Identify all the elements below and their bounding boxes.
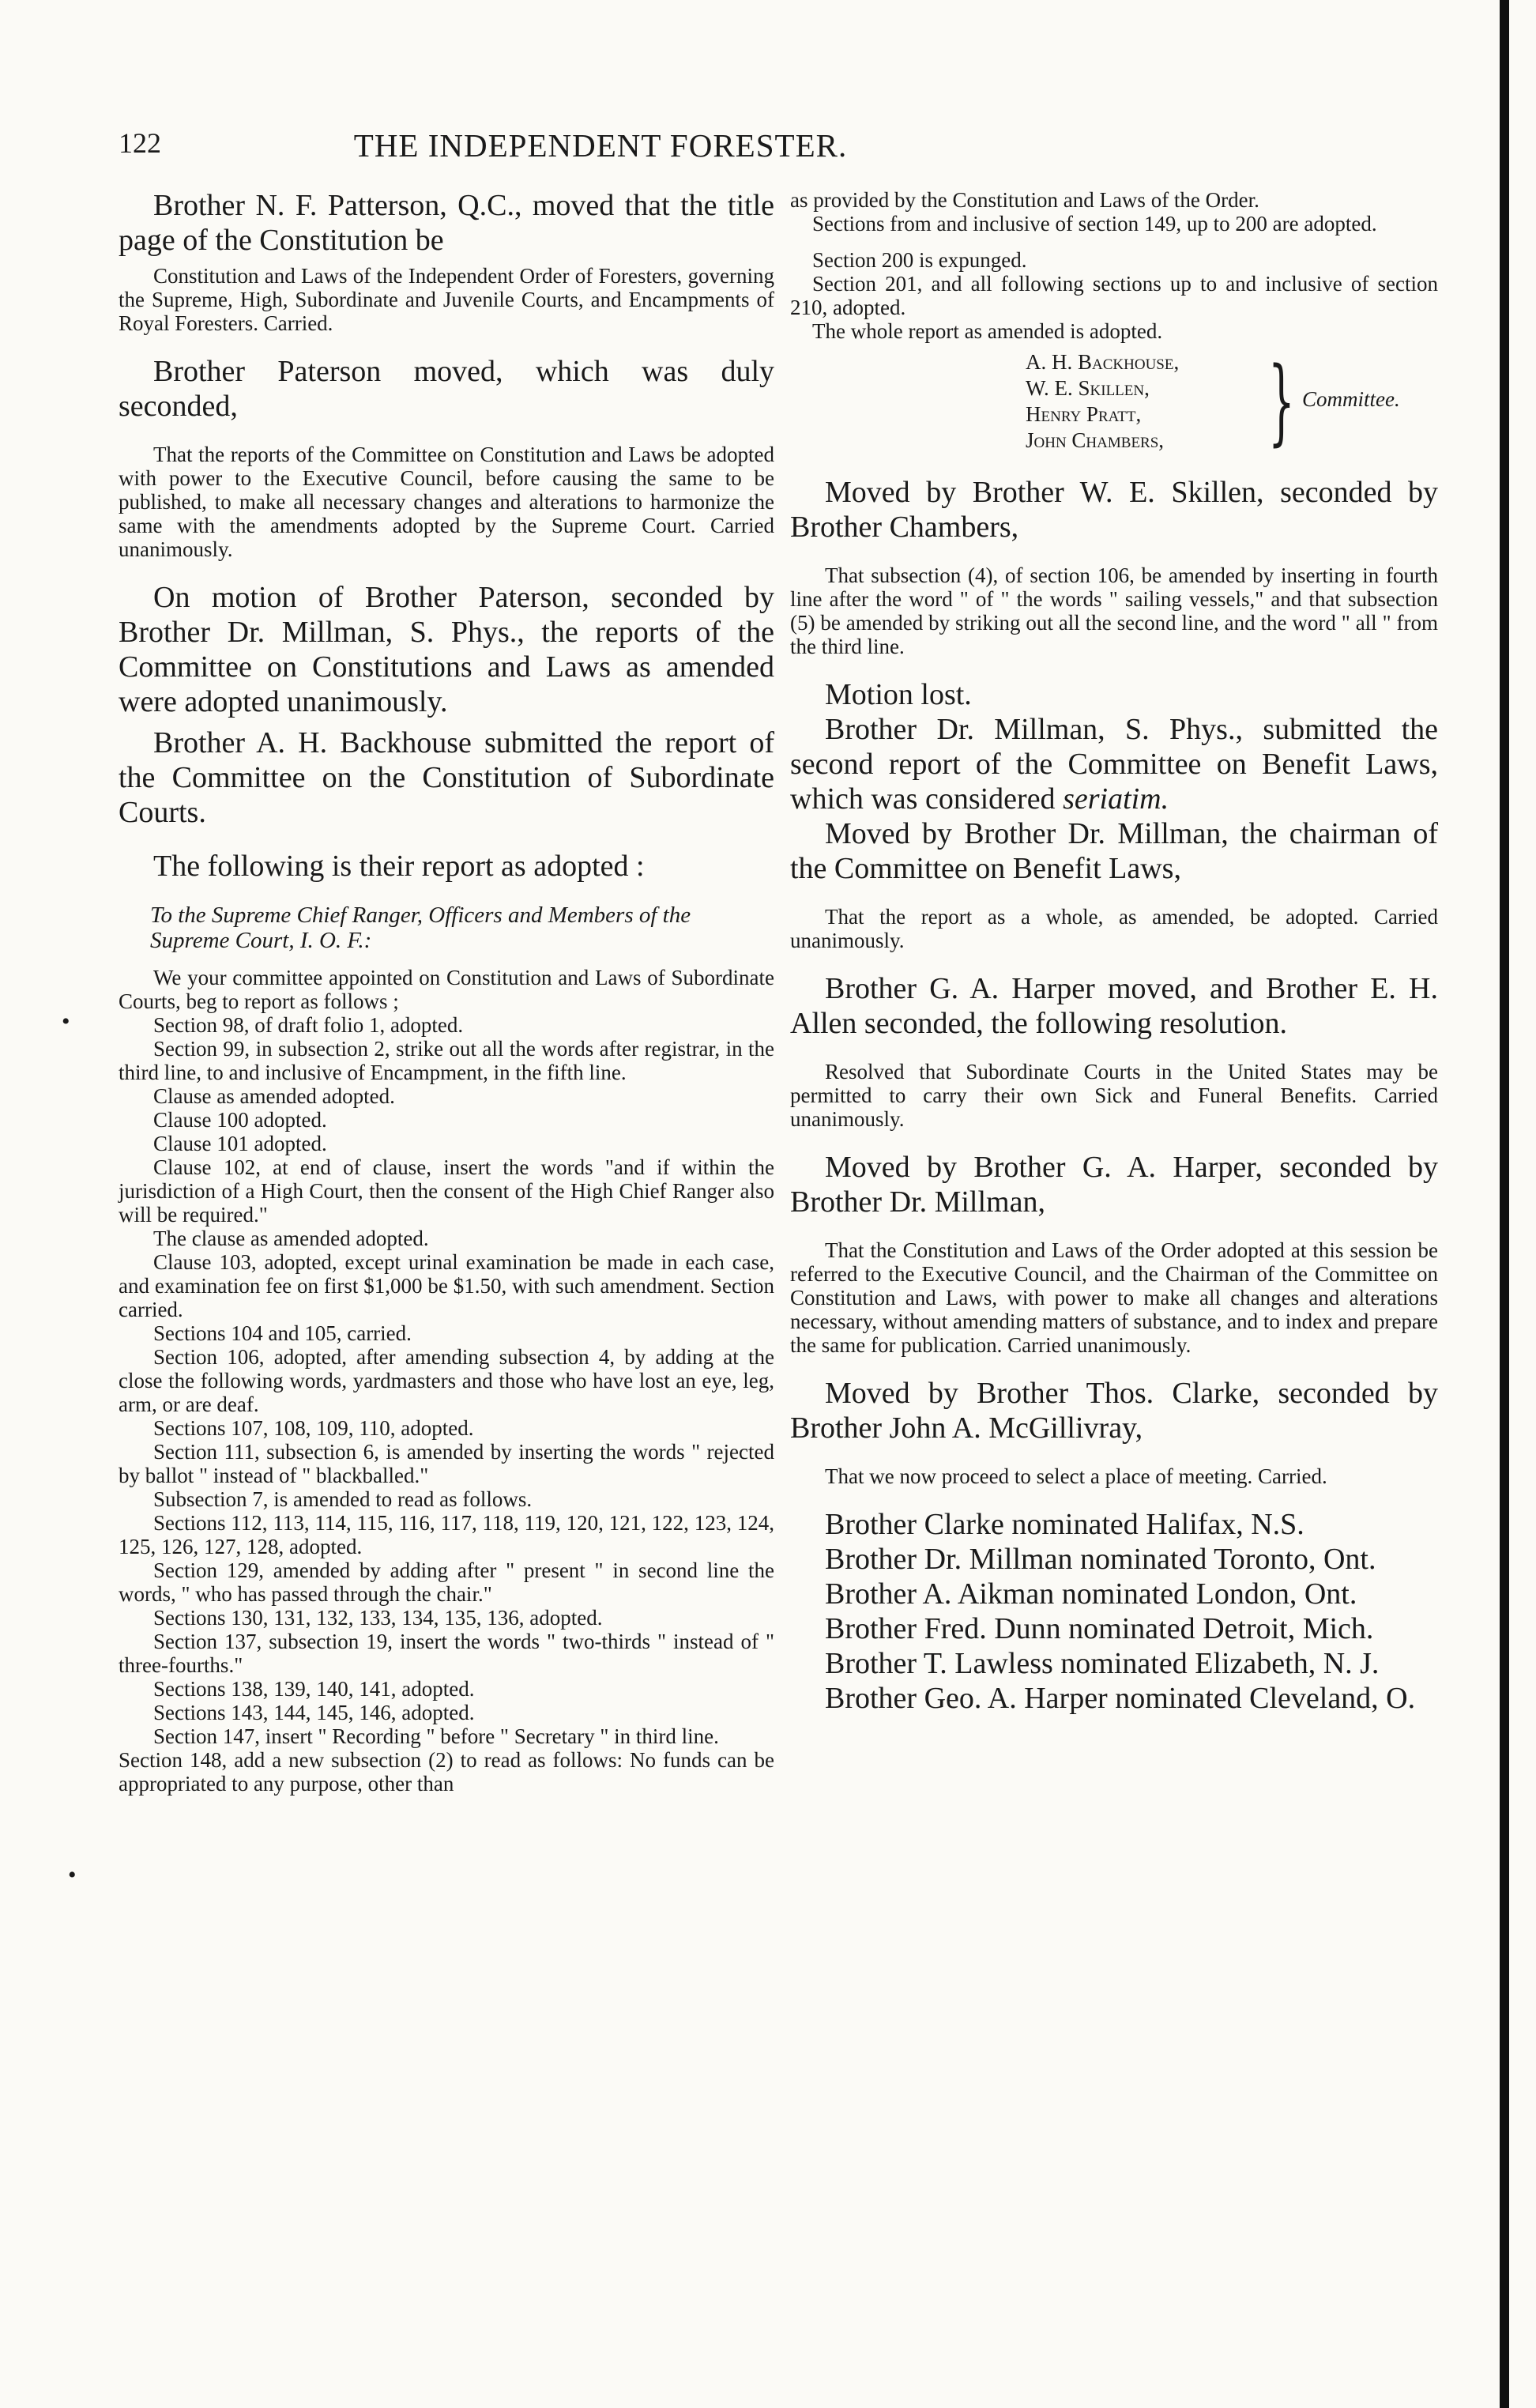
- report-line: Clause as amended adopted.: [153, 1084, 395, 1108]
- page-header: [119, 126, 1082, 174]
- nomination: Brother Dr. Millman nominated Toronto, Ont.: [825, 1543, 1376, 1576]
- report-line: Clause 100 adopted.: [153, 1108, 327, 1132]
- quoted-title: Constitution and Laws of the Independent Order of Foresters, governing the Supreme, High, Subordinate and Juvenile Courts, and Encampments of Royal Foresters. Carried.: [119, 264, 774, 335]
- report-line: The whole report as amended is adopted.: [812, 319, 1163, 343]
- report-line: Section 147, insert " Recording " before " Secretary " in third line.: [153, 1724, 719, 1748]
- nomination: Brother T. Lawless nominated Elizabeth, N. J.: [825, 1647, 1380, 1680]
- report-line: Section 137, subsection 19, insert the words " two-thirds " instead of " three-fourths.": [119, 1630, 774, 1677]
- report-line: The clause as amended adopted.: [153, 1227, 429, 1250]
- motion-text: That we now proceed to select a place of meeting. Carried.: [825, 1464, 1327, 1488]
- margin-mark: •: [62, 1008, 70, 1034]
- report-address: To the Supreme Chief Ranger, Officers and Members of the Supreme Court, I. O. F.:: [150, 903, 691, 953]
- paragraph: Moved by Brother Thos. Clarke, seconded by Brother John A. McGillivray,: [790, 1377, 1438, 1445]
- report-line: Section 98, of draft folio 1, adopted.: [153, 1013, 464, 1037]
- committee-label: Committee.: [1302, 387, 1400, 411]
- report-line: Sections 143, 144, 145, 146, adopted.: [153, 1701, 475, 1724]
- report-line: Clause 101 adopted.: [153, 1132, 327, 1155]
- page-number: 122: [119, 127, 161, 159]
- paragraph: On motion of Brother Paterson, seconded by Brother Dr. Millman, S. Phys., the reports of the Committee on Constitutions and Laws as amended were adopted unanimously.: [119, 581, 774, 718]
- paragraph: Brother G. A. Harper moved, and Brother E. H. Allen seconded, the following resolution.: [790, 972, 1438, 1040]
- brace-icon: }: [1268, 346, 1295, 455]
- report-line: Sections 107, 108, 109, 110, adopted.: [153, 1416, 474, 1440]
- motion-text: That the reports of the Committee on Constitution and Laws be adopted with power to the Executive Council, before causing the same to be published, to make all necessary changes and alterations to harmonize the same with the amendments adopted by the Supreme Court. Carried unanimously.: [119, 443, 774, 561]
- report-line: Section 200 is expunged.: [812, 248, 1027, 272]
- margin-mark: •: [68, 1862, 77, 1888]
- motion-text: That the Constitution and Laws of the Order adopted at this session be referred to the Executive Council, and the Chairman of the Committee on Constitution and Laws, with power to make all changes and alterations necessary, without amending matters of substance, and to index and prepare the same for publication. Carried unanimously.: [790, 1238, 1438, 1357]
- report-line: Section 106, adopted, after amending subsection 4, by adding at the close the following words, yardmasters and those who have lost an eye, leg, arm, or are deaf.: [119, 1345, 774, 1416]
- paragraph: Brother Paterson moved, which was duly seconded,: [119, 355, 774, 423]
- nomination: Brother Geo. A. Harper nominated Cleveland, O.: [825, 1682, 1416, 1715]
- paragraph: Brother N. F. Patterson, Q.C., moved that the title page of the Constitution be: [119, 189, 774, 257]
- motion-text: That subsection (4), of section 106, be amended by inserting in fourth line after the word " of " the words " sailing vessels," and that subsection (5) be amended by striking out all the second line, and the word " all " from the third line.: [790, 563, 1438, 658]
- running-head: THE INDEPENDENT FORESTER.: [353, 127, 848, 164]
- signatory: W. E. Skillen,: [1026, 376, 1150, 400]
- report-line: Section 129, amended by adding after " present " in second line the words, " who has passed through the chair.": [119, 1558, 774, 1606]
- paragraph: The following is their report as adopted :: [153, 850, 645, 883]
- italic-term: seriatim.: [1063, 782, 1169, 816]
- report-line: Clause 102, at end of clause, insert the words "and if within the jurisdiction of a High Court, then the consent of the High Chief Ranger also will be required.": [119, 1155, 774, 1227]
- report-line: Section 148, add a new subsection (2) to read as follows: No funds can be appropriated to any purpose, other than: [119, 1748, 774, 1796]
- nomination: Brother A. Aikman nominated London, Ont.: [825, 1577, 1357, 1611]
- signature-block: [790, 346, 1438, 456]
- report-line: Subsection 7, is amended to read as follows.: [153, 1487, 533, 1511]
- report-line: Clause 103, adopted, except urinal examination be made in each case, and examination fee on first $1,000 be $1.50, with such amendment. Section carried.: [119, 1250, 774, 1321]
- paragraph-text: Brother Dr. Millman, S. Phys., submitted the second report of the Committee on Benefit Laws, which was considered: [790, 713, 1438, 816]
- paragraph: [790, 712, 1438, 816]
- page-edge-rule: [1500, 0, 1509, 2408]
- report-line: Sections 130, 131, 132, 133, 134, 135, 136, adopted.: [153, 1606, 603, 1630]
- paragraph: Motion lost.: [825, 678, 972, 711]
- resolution-text: Resolved that Subordinate Courts in the United States may be permitted to carry their own Sick and Funeral Benefits. Carried unanimously.: [790, 1060, 1438, 1131]
- report-line: Sections 138, 139, 140, 141, adopted.: [153, 1677, 475, 1701]
- report-line: Section 99, in subsection 2, strike out all the words after registrar, in the third line, to and inclusive of Encampment, in the fifth line.: [119, 1037, 774, 1084]
- report-line: as provided by the Constitution and Laws of the Order.: [790, 188, 1259, 212]
- paragraph: Brother A. H. Backhouse submitted the report of the Committee on the Constitution of Subordinate Courts.: [119, 726, 774, 829]
- nomination: Brother Fred. Dunn nominated Detroit, Mich.: [825, 1612, 1374, 1645]
- report-line: Section 201, and all following sections up to and inclusive of section 210, adopted.: [790, 272, 1438, 319]
- paragraph: Moved by Brother W. E. Skillen, seconded by Brother Chambers,: [790, 476, 1438, 544]
- paragraph: Moved by Brother G. A. Harper, seconded by Brother Dr. Millman,: [790, 1151, 1438, 1219]
- report-line: We your committee appointed on Constitution and Laws of Subordinate Courts, beg to report as follows ;: [119, 966, 774, 1013]
- report-line: Sections 104 and 105, carried.: [153, 1321, 412, 1345]
- report-line: Sections from and inclusive of section 149, up to 200 are adopted.: [812, 212, 1377, 236]
- left-column: [119, 188, 774, 1796]
- signatory: John Chambers,: [1026, 428, 1165, 452]
- report-line: Sections 112, 113, 114, 115, 116, 117, 118, 119, 120, 121, 122, 123, 124, 125, 126, 127, 128, adopted.: [119, 1511, 774, 1558]
- nomination: Brother Clarke nominated Halifax, N.S.: [825, 1508, 1304, 1541]
- paragraph: Moved by Brother Dr. Millman, the chairman of the Committee on Benefit Laws,: [790, 817, 1438, 885]
- right-column: [790, 188, 1438, 1716]
- signatory: Henry Pratt,: [1026, 402, 1142, 426]
- report-line: Section 111, subsection 6, is amended by inserting the words " rejected by ballot " instead of " blackballed.": [119, 1440, 774, 1487]
- signatory: A. H. Backhouse,: [1026, 350, 1180, 374]
- motion-text: That the report as a whole, as amended, be adopted. Carried unanimously.: [790, 905, 1438, 952]
